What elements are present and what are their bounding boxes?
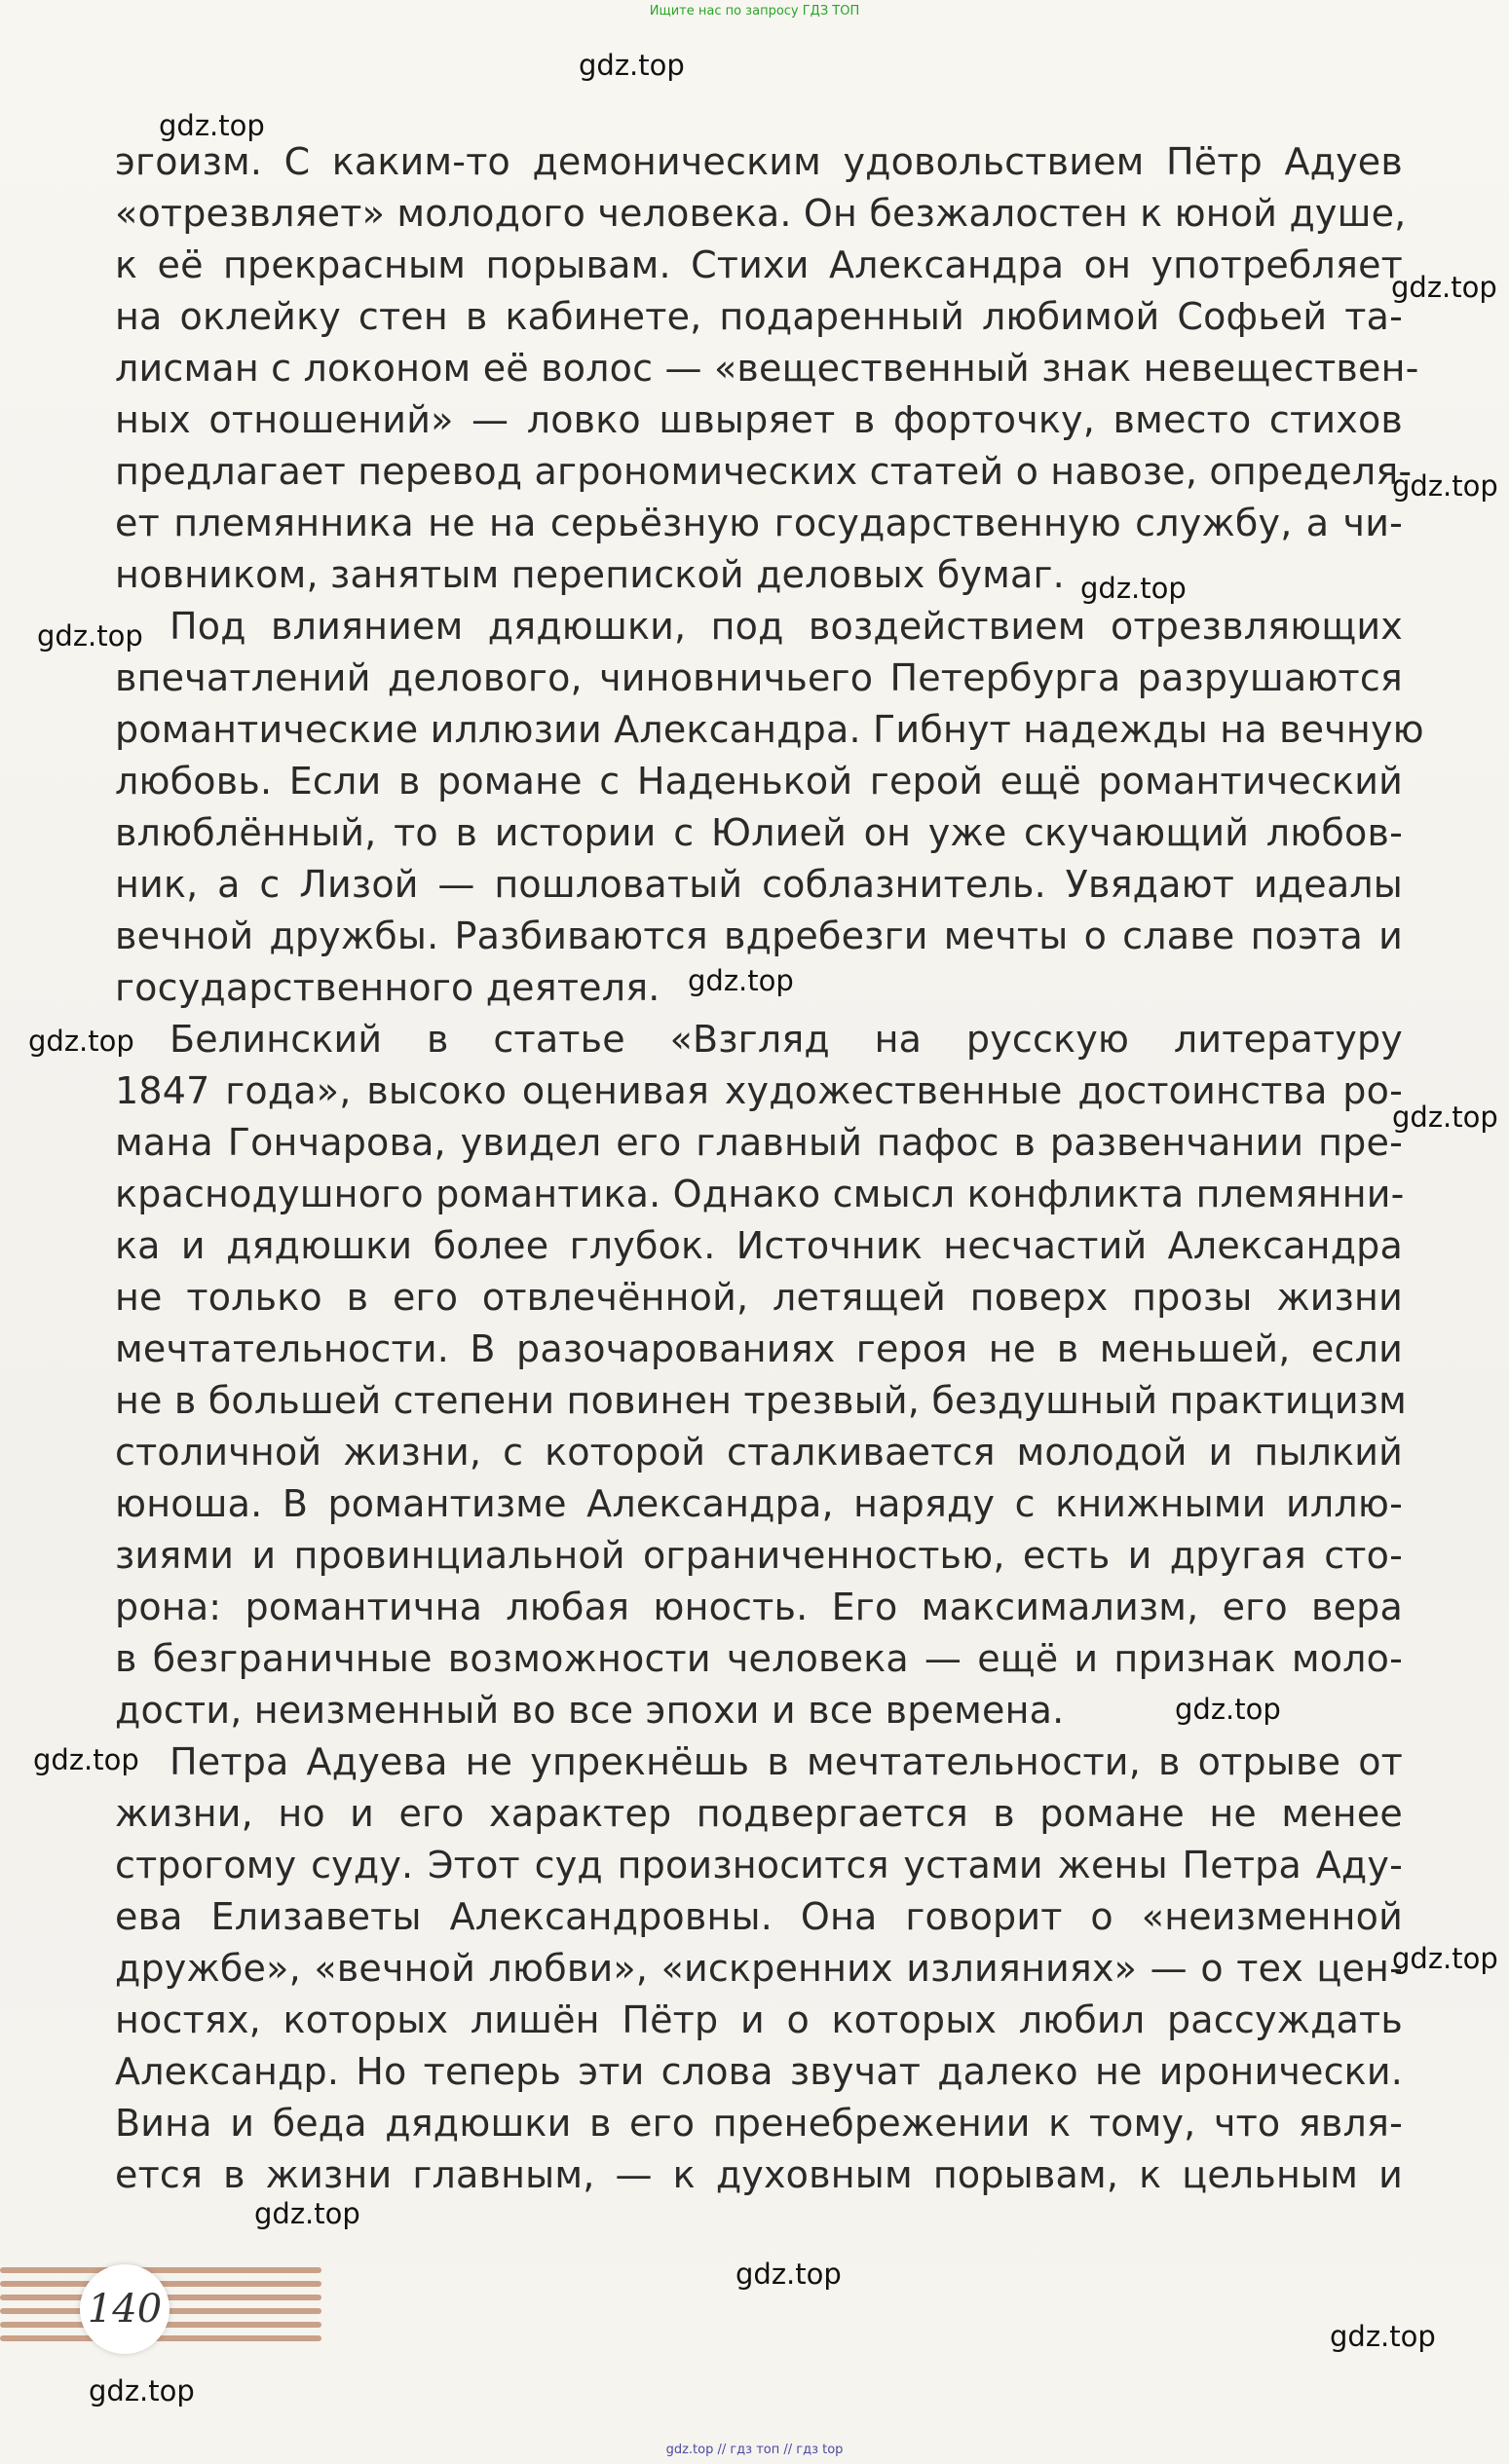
text-line: влюблённый, то в истории с Юлией он уже скучающий любов- xyxy=(115,811,1403,854)
watermark: gdz.top xyxy=(37,619,143,653)
watermark: gdz.top xyxy=(1330,2320,1436,2353)
watermark: gdz.top xyxy=(1392,1942,1498,1975)
text-line: 1847 года», высоко оценивая художественные достоинства ро- xyxy=(115,1069,1403,1112)
text-line: ных отношений» — ловко швыряет в форточку, вместо стихов xyxy=(115,398,1403,441)
text-line: зиями и провинциальной ограниченностью, есть и другая сто- xyxy=(115,1534,1403,1577)
text-line: Петра Адуева не упрекнёшь в мечтательности, в отрыве от xyxy=(170,1740,1403,1783)
text-line: столичной жизни, с которой сталкивается молодой и пылкий xyxy=(115,1431,1403,1474)
watermark: gdz.top xyxy=(688,964,794,997)
watermark: gdz.top xyxy=(1080,572,1187,605)
watermark: gdz.top xyxy=(736,2258,842,2291)
text-line: жизни, но и его характер подвергается в романе не менее xyxy=(115,1792,1403,1835)
text-line: в безграничные возможности человека — ещё и признак моло- xyxy=(115,1637,1403,1680)
paragraph xyxy=(115,601,1424,1014)
text-line: Александр. Но теперь эти слова звучат далеко не иронически. xyxy=(115,2050,1403,2093)
text-line: лисман с локоном её волос — «вещественный знак невеществен- xyxy=(115,347,1419,390)
text-line: к её прекрасным порывам. Стихи Александра он употребляет xyxy=(115,243,1403,286)
watermark: gdz.top xyxy=(28,1025,134,1058)
text-line: мана Гончарова, увидел его главный пафос в развенчании пре- xyxy=(115,1121,1403,1164)
text-line: государственного деятеля. xyxy=(115,966,660,1009)
paragraph xyxy=(115,136,1419,601)
watermark: gdz.top xyxy=(1391,271,1497,304)
text-line: дружбе», «вечной любви», «искренних излияниях» — о тех цен- xyxy=(115,1947,1403,1990)
text-line: «отрезвляет» молодого человека. Он безжалостен к юной душе, xyxy=(115,192,1407,235)
text-line: ева Елизаветы Александровны. Она говорит о «неизменной xyxy=(115,1895,1403,1938)
text-line: Вина и беда дядюшки в его пренебрежении к тому, что явля- xyxy=(115,2102,1403,2145)
text-line: строгому суду. Этот суд произносится устами жены Петра Аду- xyxy=(115,1844,1403,1886)
text-line: не в большей степени повинен трезвый, бездушный практицизм xyxy=(115,1379,1407,1422)
page-number-badge xyxy=(80,2264,170,2354)
text-line: ка и дядюшки более глубок. Источник несчастий Александра xyxy=(115,1224,1403,1267)
watermark: gdz.top xyxy=(159,109,265,142)
text-line: ется в жизни главным, — к духовным порывам, к цельным и xyxy=(115,2153,1403,2196)
text-line: дости, неизменный во все эпохи и все времена. xyxy=(115,1689,1065,1732)
text-line: эгоизм. С каким-то демоническим удовольствием Пётр Адуев xyxy=(115,140,1403,183)
paragraph xyxy=(115,1736,1403,2201)
watermark: gdz.top xyxy=(1175,1693,1281,1726)
text-line: ник, а с Лизой — пошловатый соблазнитель. Увядают идеалы xyxy=(115,863,1403,906)
text-line: мечтательности. В разочарованиях героя не в меньшей, если xyxy=(115,1327,1403,1370)
text-line: впечатлений делового, чиновничьего Петербурга разрушаются xyxy=(115,656,1403,699)
watermark: gdz.top xyxy=(1392,469,1498,503)
text-line: юноша. В романтизме Александра, наряду с книжными иллю- xyxy=(115,1482,1403,1525)
text-line: Белинский в статье «Взгляд на русскую литературу xyxy=(170,1018,1403,1061)
text-line: предлагает перевод агрономических статей о навозе, определя- xyxy=(115,450,1413,493)
text-line: Под влиянием дядюшки, под воздействием отрезвляющих xyxy=(170,605,1403,648)
text-line: любовь. Если в романе с Наденькой герой ещё романтический xyxy=(115,760,1403,803)
watermark: gdz.top xyxy=(33,1743,139,1776)
top-search-note: Ищите нас по запросу ГДЗ ТОП xyxy=(649,4,860,19)
text-line: новником, занятым перепиской деловых бумаг. xyxy=(115,553,1065,596)
paragraph xyxy=(115,1014,1407,1736)
text-line: рона: романтична любая юность. Его максимализм, его вера xyxy=(115,1586,1403,1628)
watermark: gdz.top xyxy=(579,49,685,82)
page-number: 140 xyxy=(87,2287,163,2332)
text-line: вечной дружбы. Разбиваются вдребезги мечты о славе поэта и xyxy=(115,915,1403,957)
body-text xyxy=(115,136,1424,2201)
text-line: не только в его отвлечённой, летящей поверх прозы жизни xyxy=(115,1276,1403,1319)
text-line: ет племянника не на серьёзную государственную службу, а чи- xyxy=(115,502,1403,544)
watermark: gdz.top xyxy=(89,2374,195,2408)
text-line: романтические иллюзии Александра. Гибнут надежды на вечную xyxy=(115,708,1424,751)
bottom-note: gdz.top // гдз топ // гдз top xyxy=(665,2443,844,2457)
watermark: gdz.top xyxy=(1392,1101,1498,1134)
text-line: на оклейку стен в кабинете, подаренный любимой Софьей та- xyxy=(115,295,1403,338)
text-line: ностях, которых лишён Пётр и о которых любил рассуждать xyxy=(115,1998,1403,2041)
watermark: gdz.top xyxy=(254,2197,360,2230)
text-line: краснодушного романтика. Однако смысл конфликта племянни- xyxy=(115,1173,1405,1215)
